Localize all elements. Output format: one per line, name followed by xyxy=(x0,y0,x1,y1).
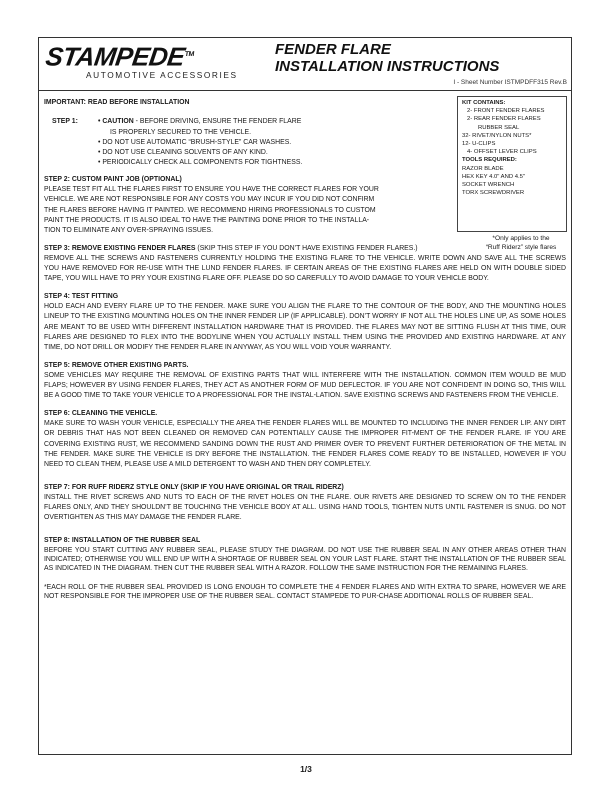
stampede-logo xyxy=(43,40,256,80)
step-3-text: REMOVE ALL THE SCREWS AND FASTENERS CURRENTLY HOLDING THE EXISTING FLARE TO THE VEHICLE. WRITE DOWN AND SAVE ALL THE SCREWS YOU HAVE REMOVED FOR RE-USE WITH THE LUND FENDER FLARES. IF CERTAIN AREAS OF THE EXISTING FLARES ARE HELD ON WITH DOUBLE SIDED TAPE, YOU WILL HAVE TO PRY YOUR EXISTING FLARE OFF. PLEASE DO SO CAREFULLY TO AVOID DAMAGE TO YOUR VEHICLE BODY. xyxy=(44,254,566,283)
step-1-label: STEP 1: xyxy=(52,118,78,126)
step-8 xyxy=(44,536,566,601)
kit-title: KIT CONTAINS: xyxy=(462,100,506,106)
page-number: 1/3 xyxy=(300,764,312,774)
step-6-text: MAKE SURE TO WASH YOUR VEHICLE, ESPECIALLY THE AREA THE FENDER FLARES WILL BE MOUNTED TO INCLUDING THE INNER FENDER LIP. ANY DIRT OR DEBRIS THAT HAS NOT BEEN CLEANED OR REMOVED CAN POTENTIALLY CAUSE THE IMPROPER FIT-MENT OF THE FENDER FLARE. IF YOU ARE COVERING EXISTING RUST, WE RECOMMEND SANDING DOWN THE RUST AND PRIMER OVER TO PREVENT FURTHER DETERIORATION OF THE METAL IN THE FENDER. MAKE SURE THE VEHICLE IS DRY BEFORE THE INSTALLATION. THE FENDER FLARES COME READY TO BE INSTALLED, HOWEVER IF YOU NEED TO CLEAN THEM, PLEASE USE A MILD DETERGENT TO WASH AND THEN DRY COMPLETELY. xyxy=(44,420,566,469)
step-1-bullet: • DO NOT USE CLEANING SOLVENTS OF ANY KIND. xyxy=(98,149,268,157)
kit-item: 32- RIVET/NYLON NUTS* xyxy=(462,132,532,139)
step-4 xyxy=(44,292,566,354)
step-8-heading: STEP 8: INSTALLATION OF THE RUBBER SEAL xyxy=(44,536,201,544)
step-3 xyxy=(44,244,566,285)
kit-item: 4- OFFSET LEVER CLIPS xyxy=(467,149,537,156)
step-3-heading: STEP 3: REMOVE EXISTING FENDER FLARES xyxy=(44,244,196,252)
step-1-bullet: • PERIODICALLY CHECK ALL COMPONENTS FOR TIGHTNESS. xyxy=(98,159,303,167)
logo-tagline: AUTOMOTIVE ACCESSORIES xyxy=(86,69,238,80)
caution-text-2: IS PROPERLY SECURED TO THE VEHICLE. xyxy=(110,128,252,136)
kit-item: 2- FRONT FENDER FLARES xyxy=(467,108,545,115)
important-heading: IMPORTANT: READ BEFORE INSTALLATION xyxy=(44,99,190,106)
caution-text: - BEFORE DRIVING, ENSURE THE FENDER FLARE xyxy=(133,118,302,126)
step-4-text: HOLD EACH AND EVERY FLARE UP TO THE FENDER. MAKE SURE YOU ALIGN THE FLARE TO THE CONTOUR OF THE BODY, AND THE MOUNTING HOLES LINEUP TO THE EXISTING MOUNTING HOLES ON THE INNER FENDER LIP (IF APPLICABLE). DON’T WORRY IF NOT ALL THE HOLES LINE UP, AS SOME HOLES ARE MEANT TO BE USED WITH DIFFERENT INSTALLATION HARDWARE THAT IS PROVIDED. THE FLARES MAY NOT BE SITTING FLUSH AT THIS TIME, OUR FLARES ARE DESIGNED TO FLEX INTO THE BODYLINE WHEN YOU ACTUALLY INSTALL THEM USING THE PROVIDED AND EXISTING HARDWARE. AT ANY TIME, DO NOT DRILL OR MODIFY THE FENDER FLARE IN ANYWAY, AS YOU WILL VOID YOUR WARRANTY. xyxy=(44,303,566,352)
tools-title: TOOLS REQUIRED: xyxy=(462,157,517,164)
step-1-bullet: • DO NOT USE AUTOMATIC “BRUSH-STYLE” CAR WASHES. xyxy=(98,138,292,146)
tool-item: HEX KEY 4.0" AND 4.5" xyxy=(462,173,526,180)
step-7 xyxy=(44,483,566,524)
step-8-note: *EACH ROLL OF THE RUBBER SEAL PROVIDED IS LONG ENOUGH TO COMPLETE THE 4 FENDER FLARES AND WITH EXTRA TO SPARE, HOWEVER WE ARE NOT RESPONSIBLE FOR THE IMPROPER USE OF THE RUBBER SEAL. CONTACT STAMPEDE TO PUR-CHASE ADDITIONAL ROLLS OF RUBBER SEAL. xyxy=(44,583,566,600)
step-2-line: PLEASE TEST FIT ALL THE FLARES FIRST TO ENSURE YOU HAVE THE CORRECT FLARES FOR YOUR xyxy=(44,186,379,194)
step-2 xyxy=(44,175,454,237)
sheet-number: I - Sheet Number ISTMPDFF315 Rev.B xyxy=(453,79,567,86)
step-7-text: INSTALL THE RIVET SCREWS AND NUTS TO EACH OF THE RIVET HOLES ON THE FLARE. OUR RIVETS ARE DESIGNED TO SCREW ON TO THE FENDER FLARES ONLY, AND THEY SHOULDN’T BE TOUCHING THE VEHICLE BODY AT ALL. USING HAND TOOLS, TIGHTEN NUTS UNTIL FASTENER IS SNUG. DO NOT OVERTIGHTEN AS THIS MAY DAMAGE THE FENDER FLARE. xyxy=(44,493,566,522)
step-6-heading: STEP 6: CLEANING THE VEHICLE. xyxy=(44,409,158,417)
step-3-heading-note: (SKIP THIS STEP IF YOU DON’T HAVE EXISTING FENDER FLARES.) xyxy=(195,244,418,252)
tool-item: RAZOR BLADE xyxy=(462,165,504,172)
title-line-1: FENDER FLARE xyxy=(275,41,391,58)
step-1 xyxy=(44,117,566,168)
step-7-heading: STEP 7: FOR RUFF RIDERZ STYLE ONLY (SKIP IF YOU HAVE ORIGINAL OR TRAIL RIDERZ) xyxy=(44,483,344,491)
tool-item: TORX SCREWDRIVER xyxy=(462,190,525,197)
logo-wordmark: STAMPEDE xyxy=(43,41,187,72)
step-2-line: TION TO ELIMINATE ANY OVER-SPRAYING ISSUES. xyxy=(44,227,213,235)
logo-trademark: TM xyxy=(184,51,195,58)
step-8-text: BEFORE YOU START CUTTING ANY RUBBER SEAL, PLEASE STUDY THE DIAGRAM. DO NOT USE THE RUBBER SEAL IN ANY OTHER AREAS OTHER THAN INDICATED; OTHERWISE YOU WILL END UP WITH A SHORTAGE OF RUBBER SEAL ON YOUR LAST FLARE. START THE INSTALLATION OF THE RUBBER SEAL AS INDICATED IN THE DIAGRAM. THEN CUT THE RUBBER SEAL WITH A RAZOR. FOLLOW THE SAME INSTRUCTION FOR THE REMAINING FLARES. xyxy=(44,546,566,573)
note-line-1: *Only applies to the xyxy=(492,235,550,242)
tool-item: SOCKET WRENCH xyxy=(462,182,515,189)
title-line-2: INSTALLATION INSTRUCTIONS xyxy=(275,58,500,75)
step-4-heading: STEP 4: TEST FITTING xyxy=(44,292,119,300)
step-2-line: PAINT THE PRODUCTS. IT IS ALSO IDEAL TO HAVE THE PAINTING DONE PRIOR TO THE INSTALLA- xyxy=(44,216,370,224)
step-5-text: SOME VEHICLES MAY REQUIRE THE REMOVAL OF EXISTING PARTS THAT WILL INTERFERE WITH THE INSTALLATION. COMMON ITEM WOULD BE MUD FLAPS; HOWEVER BY USING FENDER FLARES, THEY ACT AS ANOTHER FORM OF MUD DEFLECTOR. IF YOU ARE NOT CONFIDENT IN DOING SO, THIS WILL BE A GOOD TIME TO TAKE YOUR VEHICLE TO A PROFESSIONAL FOR THE INSTAL-LATION. SAVE EXISTING SCREWS AND FASTENERS FROM THE VEHICLE. xyxy=(44,371,566,400)
kit-item: 2- REAR FENDER FLARES xyxy=(467,116,541,123)
step-6 xyxy=(44,409,566,471)
page-title xyxy=(275,41,499,75)
note-line-2: “Ruff Riderz” style flares xyxy=(485,244,557,251)
step-5-heading: STEP 5: REMOVE OTHER EXISTING PARTS. xyxy=(44,361,189,369)
instructions-body xyxy=(44,98,566,608)
header-divider xyxy=(38,90,572,91)
step-2-line: THE FLARES BEFORE HAVING IT PAINTED. WE RECOMMEND HIRING PROFESSIONALS TO CUSTOM xyxy=(44,206,376,214)
caution-label: • CAUTION xyxy=(98,118,134,126)
kit-item: RUBBER SEAL xyxy=(478,124,520,131)
step-5 xyxy=(44,361,566,402)
kit-item: 12- U-CLIPS xyxy=(462,141,496,148)
step-2-line: VEHICLE. WE ARE NOT RESPONSIBLE FOR ANY COSTS YOU MAY INCUR IF YOU DID NOT CONFIRM xyxy=(44,196,375,204)
step-2-heading: STEP 2: CUSTOM PAINT JOB (OPTIONAL) xyxy=(44,175,182,183)
